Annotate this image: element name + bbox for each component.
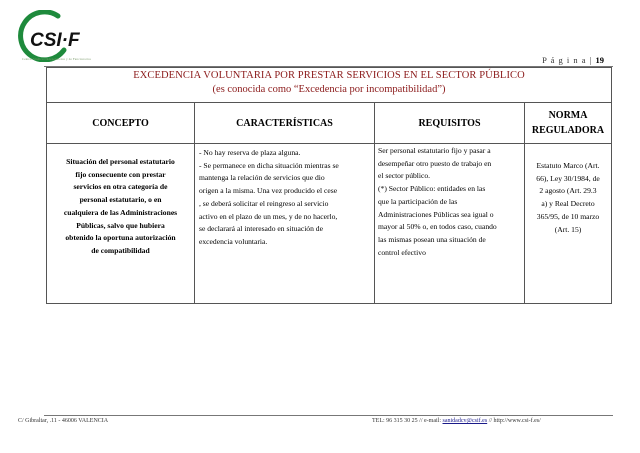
text-line: Estatuto Marco (Art. xyxy=(536,161,600,170)
norma-cell xyxy=(525,144,612,304)
footer-divider xyxy=(44,415,613,416)
text-line: mayor al 50% o, en todos caso, cuando xyxy=(378,222,497,232)
text-line: Públicas, salvo que hubiera xyxy=(76,220,165,230)
table-title: EXCEDENCIA VOLUNTARIA POR PRESTAR SERVICIOS EN EL SECTOR PÚBLICO xyxy=(133,70,525,81)
text-line: servicios en otra categoría de xyxy=(73,182,168,192)
text-line: obtenido la oportuna autorización xyxy=(65,233,176,243)
logo-tagline: Central Sindical Independiente y de Funcionarios xyxy=(22,57,92,61)
text-line: el sector público. xyxy=(378,171,431,181)
requisitos-cell xyxy=(375,144,525,304)
text-line: personal estatutario, o en xyxy=(79,195,162,205)
text-line: 365/95, de 10 marzo xyxy=(536,211,600,221)
text-line: - No hay reserva de plaza alguna. xyxy=(199,148,301,157)
footer-contact: TEL: 96 315 30 25 // e-mail: sanidadcv@csif.es // http://www.csi-f.es/ xyxy=(372,418,541,424)
text-line: cualquiera de las Administraciones xyxy=(63,207,178,217)
text-line: Administraciones Públicas sea igual o xyxy=(378,209,494,219)
page-number: P á g i n a | 19 xyxy=(542,55,604,65)
email-link[interactable]: sanidadcv@csif.es xyxy=(442,418,488,424)
text-line: origen a la misma. Una vez producido el cese xyxy=(199,186,338,196)
header-norma-reguladora: NORMA REGULADORA xyxy=(525,103,612,144)
excedencia-table xyxy=(46,67,612,304)
text-line: a) y Real Decreto xyxy=(541,199,595,209)
text-line: - Se permanece en dicha situación mientras se xyxy=(199,160,339,170)
text-line: de compatibilidad xyxy=(91,245,150,255)
text-line: Ser personal estatutario fijo y pasar a xyxy=(378,146,491,155)
text-line: desempeñar otro puesto de trabajo en xyxy=(378,158,492,168)
table-subtitle: (es conocida como “Excedencia por incompatibilidad”) xyxy=(212,84,446,95)
text-line: 66), Ley 30/1984, de xyxy=(536,173,600,183)
csif-logo xyxy=(18,10,88,62)
text-line: se declarará al interesado en situación de xyxy=(199,224,323,234)
text-line: (*) Sector Público: entidades en las xyxy=(378,184,486,194)
concepto-cell xyxy=(47,144,195,304)
footer-address: C/ Gibraltar, .11 - 46006 VALENCIA xyxy=(18,418,109,424)
header-concepto: CONCEPTO xyxy=(47,103,195,144)
header-requisitos: REQUISITOS xyxy=(375,103,525,144)
text-line: excedencia voluntaria. xyxy=(199,236,268,246)
text-line: las mismas posean una situación de xyxy=(378,234,486,244)
text-line: mantenga la relación de servicios que dio xyxy=(199,173,325,183)
header-caracteristicas: CARACTERÍSTICAS xyxy=(195,103,375,144)
text-line: fijo consecuente con prestar xyxy=(75,169,166,179)
text-line: activo en el plazo de un mes, y de no hacerlo, xyxy=(199,211,338,221)
web-link[interactable]: // http://www.csi-f.es/ xyxy=(488,418,541,424)
text-line: que la participación de las xyxy=(378,196,458,206)
text-line: (Art. 15) xyxy=(554,224,582,234)
text-line: , se deberá solicitar el reingreso al servicio xyxy=(199,198,329,208)
table-title-cell xyxy=(47,68,612,103)
text-line: Situación del personal estatutario xyxy=(66,157,175,166)
svg-text:CSI·F: CSI·F xyxy=(30,30,80,51)
text-line: control efectivo xyxy=(378,247,426,257)
text-line: 2 agosto (Art. 29.3 xyxy=(539,186,597,196)
caracteristicas-cell xyxy=(195,144,375,304)
